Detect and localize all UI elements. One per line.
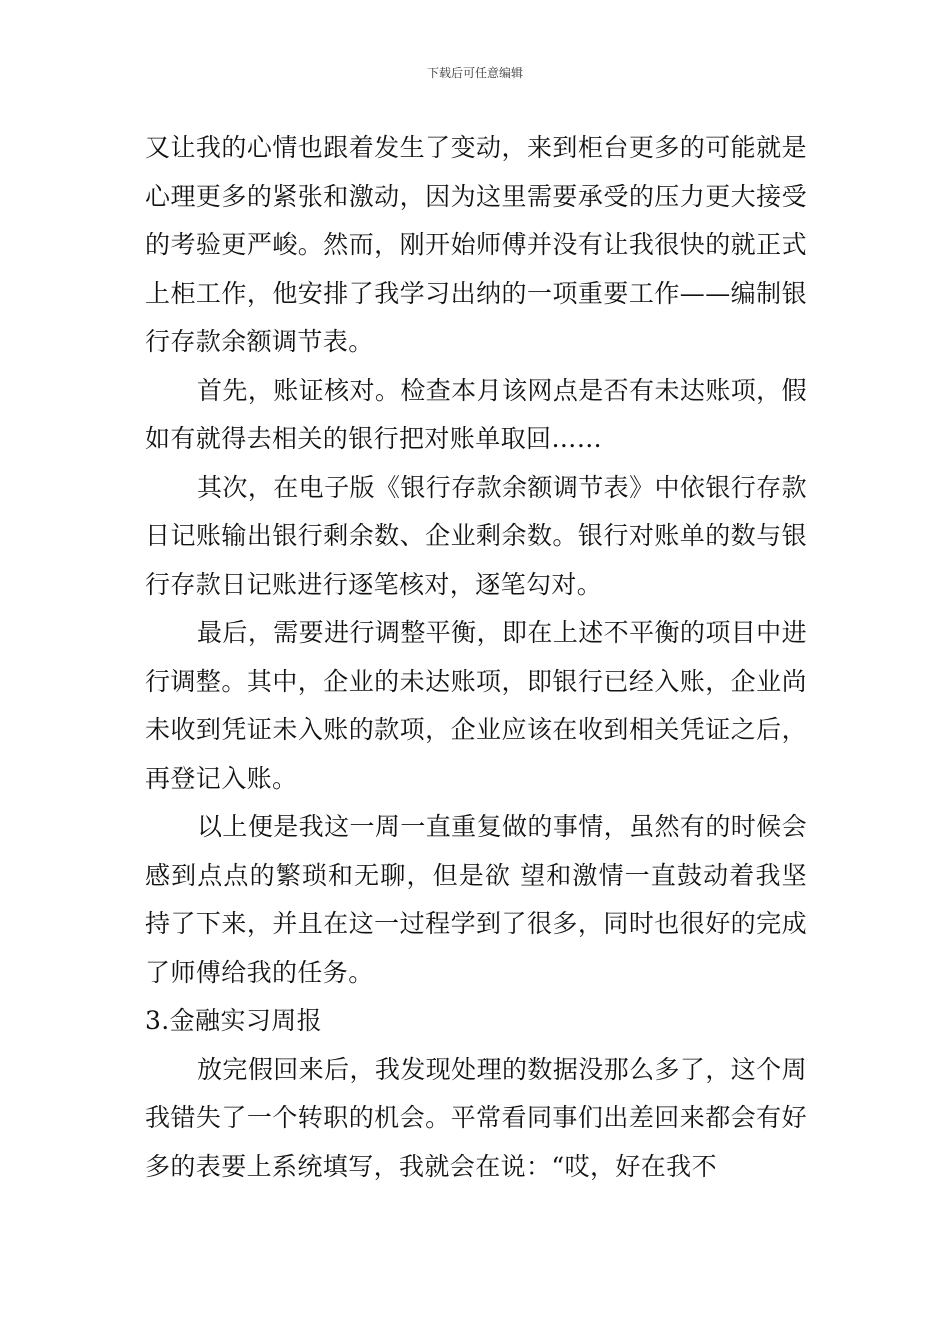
paragraph-summary: 以上便是我这一周一直重复做的事情，虽然有的时候会感到点点的繁琐和无聊，但是欲 望和激情一直鼓动着我坚持了下来，并且在这一过程学到了很多，同时也很好的完成了师傅给我的任务。	[145, 812, 807, 987]
paragraph-continuation: 又让我的心情也跟着发生了变动，来到柜台更多的可能就是心理更多的紧张和激动，因为这里需要承受的压力更大接受的考验更严峻。然而，刚开始师傅并没有让我很快的就正式上柜工作，他安排了我学习出纳的一项重要工作——编制银行存款余额调节表。	[145, 133, 807, 356]
paragraph-step-first: 首先，账证核对。检查本月该网点是否有未达账项，假如有就得去相关的银行把对账单取回……	[145, 375, 807, 453]
page-header-note: 下载后可任意编辑	[426, 66, 523, 80]
paragraph-step-last: 最后，需要进行调整平衡，即在上述不平衡的项目中进行调整。其中，企业的未达账项，即银行已经入账，企业尚未收到凭证未入账的款项，企业应该在收到相关凭证之后，再登记入账。	[145, 618, 807, 793]
document-body	[145, 124, 807, 1191]
paragraph-step-second: 其次，在电子版《银行存款余额调节表》中依银行存款日记账输出银行剩余数、企业剩余数。银行对账单的数与银行存款日记账进行逐笔核对，逐笔勾对。	[145, 472, 807, 599]
paragraph-section-intro: 放完假回来后，我发现处理的数据没那么多了，这个周我错失了一个转职的机会。平常看同事们出差回来都会有好多的表要上系统填写，我就会在说：“哎，好在我不	[145, 1054, 807, 1181]
section-heading: 3.金融实习周报	[145, 1006, 323, 1035]
